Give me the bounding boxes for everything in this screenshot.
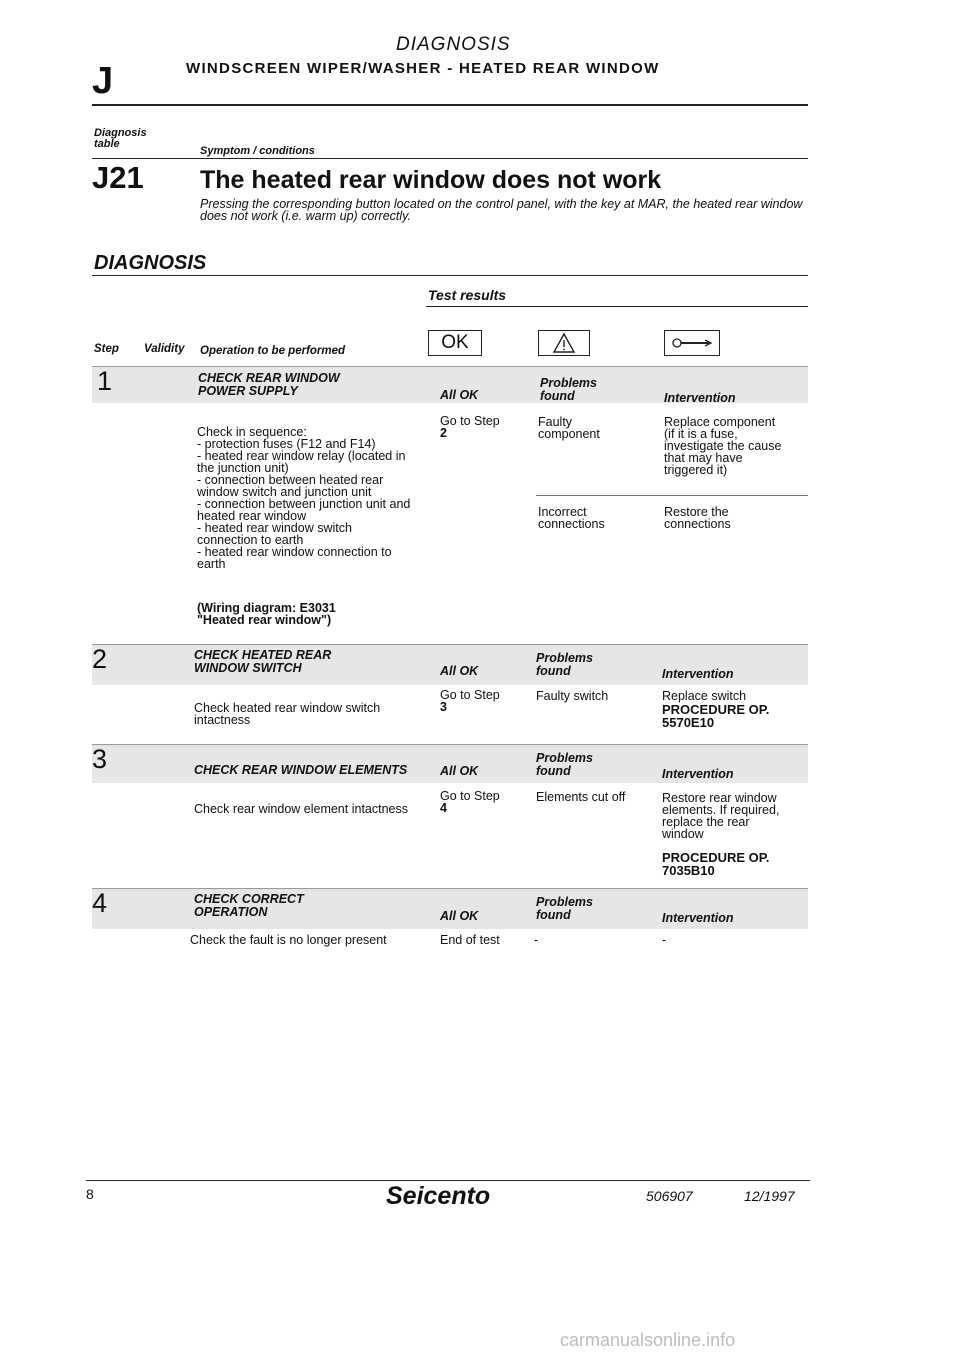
wrench-tool-icon bbox=[665, 331, 719, 355]
step-1-divider bbox=[536, 495, 808, 496]
step-2-ok-text: Go to Step bbox=[440, 688, 500, 702]
ok-icon-box bbox=[428, 330, 482, 356]
step-4-operation: Check the fault is no longer present bbox=[190, 933, 387, 947]
step-3-problems-found: Problems found bbox=[536, 751, 593, 778]
document-date: 12/1997 bbox=[744, 1188, 795, 1204]
step-1-number: 1 bbox=[97, 366, 113, 396]
operation-column-header: Operation to be performed bbox=[200, 345, 346, 357]
step-4-problem: - bbox=[534, 933, 539, 947]
step-4-intervention-text: - bbox=[662, 933, 667, 947]
validity-column-header: Validity bbox=[144, 343, 185, 355]
symptom-code: J21 bbox=[92, 160, 144, 195]
site-watermark: carmanualsonline.info bbox=[560, 1330, 736, 1350]
footer-rule bbox=[86, 1180, 810, 1181]
test-results-rule bbox=[426, 306, 808, 307]
tool-icon-box bbox=[664, 330, 720, 356]
step-3-procedure: PROCEDURE OP. 7035B10 bbox=[662, 850, 770, 878]
step-2-ok-step: 3 bbox=[440, 700, 447, 714]
step-1-wiring-reference: (Wiring diagram: E3031 "Heated rear window") bbox=[197, 601, 336, 627]
test-results-label: Test results bbox=[428, 287, 507, 303]
step-2-problems-found: Problems found bbox=[536, 651, 593, 678]
step-1-title: CHECK REAR WINDOW POWER SUPPLY bbox=[198, 371, 340, 398]
ok-icon: OK bbox=[441, 332, 469, 353]
step-2-title: CHECK HEATED REAR WINDOW SWITCH bbox=[194, 648, 332, 675]
document-number: 506907 bbox=[646, 1188, 693, 1204]
step-2-all-ok: All OK bbox=[440, 664, 479, 678]
step-1-intervention: Intervention bbox=[664, 391, 736, 405]
step-1-intervention-1: Replace component (if it is a fuse, investigate the cause that may have triggered it) bbox=[664, 415, 782, 477]
step-1-problem-2: Incorrect connections bbox=[538, 505, 605, 531]
step-3-operation: Check rear window element intactness bbox=[194, 802, 408, 816]
warning-icon-box bbox=[538, 330, 590, 356]
symptom-title: The heated rear window does not work bbox=[200, 166, 662, 194]
step-1-ok-step: 2 bbox=[440, 426, 447, 440]
step-3-ok-text: Go to Step bbox=[440, 789, 500, 803]
step-4-number: 4 bbox=[92, 888, 108, 918]
symptom-description: Pressing the corresponding button located on the control panel, with the key at MAR, the heated rear window does not work (i.e. warm up) correctly. bbox=[200, 197, 803, 223]
diagnosis-heading: DIAGNOSIS bbox=[94, 252, 207, 274]
header-rule bbox=[92, 104, 808, 106]
step-2-procedure: PROCEDURE OP. 5570E10 bbox=[662, 702, 770, 730]
step-3-intervention: Intervention bbox=[662, 767, 734, 781]
header-title: WINDSCREEN WIPER/WASHER - HEATED REAR WINDOW bbox=[186, 60, 660, 77]
symptom-conditions-label: Symptom / conditions bbox=[200, 145, 315, 157]
step-1-ok-text: Go to Step bbox=[440, 414, 500, 428]
header-kicker: DIAGNOSIS bbox=[396, 34, 511, 55]
brand-logo: Seicento bbox=[386, 1182, 491, 1210]
section-letter: J bbox=[92, 60, 114, 102]
step-4-all-ok: All OK bbox=[440, 909, 479, 923]
step-2-number: 2 bbox=[92, 644, 108, 674]
step-2-intervention-text: Replace switch bbox=[662, 689, 747, 703]
diagnosis-rule bbox=[92, 275, 808, 276]
step-3-intervention-text: Restore rear window elements. If required, replace the rear window bbox=[662, 791, 780, 841]
step-4-problems-found: Problems found bbox=[536, 895, 593, 922]
step-2-intervention: Intervention bbox=[662, 667, 734, 681]
step-2-operation: Check heated rear window switch intactness bbox=[194, 701, 381, 727]
step-1-intervention-2: Restore the connections bbox=[664, 505, 731, 531]
diagnosis-table-label: Diagnosis table bbox=[94, 127, 147, 150]
step-3-number: 3 bbox=[92, 744, 108, 774]
step-2-problem: Faulty switch bbox=[536, 689, 609, 703]
step-column-header: Step bbox=[94, 343, 119, 355]
step-3-all-ok: All OK bbox=[440, 764, 479, 778]
step-3-ok-step: 4 bbox=[440, 801, 447, 815]
step-1-operation: Check in sequence: - protection fuses (F12 and F14) - heated rear window relay (located in the junction unit) - connection between heated rear window switch and junction unit - connection between junction unit and heated rear window - heated rear window switch connection to earth - heated rear window connection to earth bbox=[197, 425, 411, 571]
symptom-rule bbox=[92, 158, 808, 159]
step-4-ok-text: End of test bbox=[440, 933, 500, 947]
page-number: 8 bbox=[86, 1186, 94, 1202]
step-4-title: CHECK CORRECT OPERATION bbox=[194, 892, 304, 919]
step-1-all-ok: All OK bbox=[440, 388, 479, 402]
step-3-title: CHECK REAR WINDOW ELEMENTS bbox=[194, 763, 408, 777]
step-3-problem: Elements cut off bbox=[536, 790, 626, 804]
step-1-problem-1: Faulty component bbox=[538, 415, 600, 441]
step-1-problems-found: Problems found bbox=[540, 376, 597, 403]
step-4-intervention: Intervention bbox=[662, 911, 734, 925]
warning-triangle-icon bbox=[539, 331, 589, 355]
